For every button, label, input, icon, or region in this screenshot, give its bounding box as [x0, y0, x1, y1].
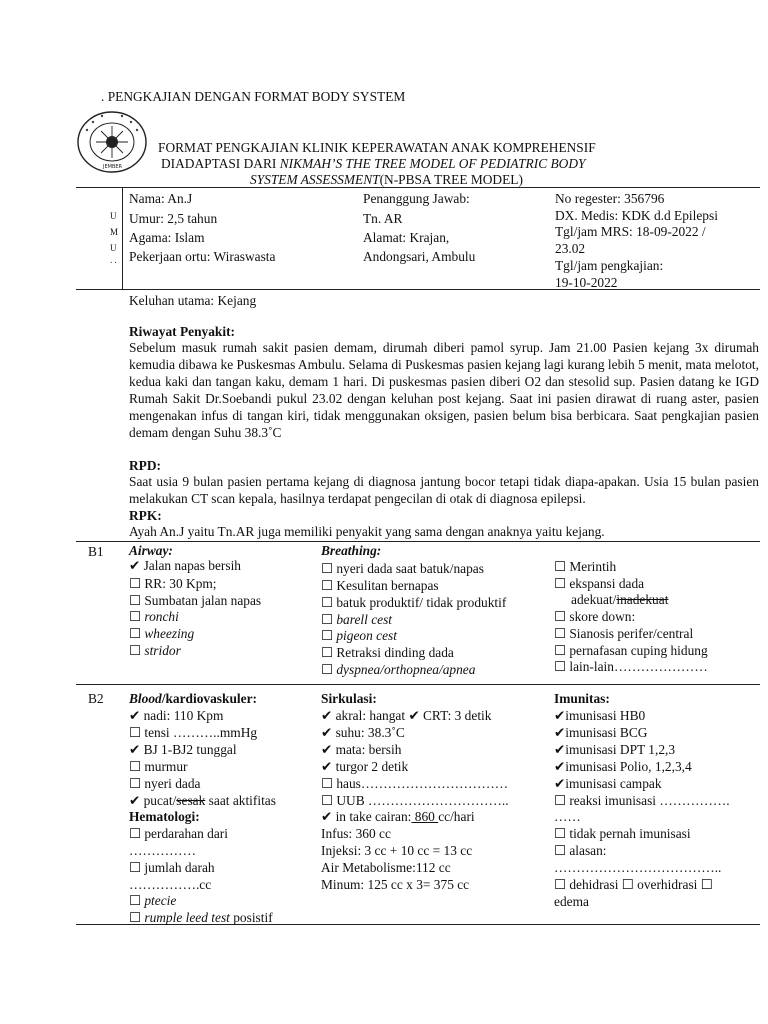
airway-item — [129, 608, 179, 625]
chief-complaint: Keluhan utama: Kejang — [129, 293, 257, 308]
admission-date: Tgl/jam MRS: 18-09-2022 / — [555, 224, 706, 239]
parent-occupation: Pekerjaan ortu: Wiraswasta — [129, 249, 276, 264]
intake-label: ✔ in take cairan: — [321, 809, 412, 824]
rumple-leed-text: rumple leed test — [144, 910, 230, 925]
b1-col3-item — [571, 591, 668, 608]
university-logo — [75, 110, 150, 175]
b2-label: B2 — [88, 691, 104, 706]
title-line3-italic: SYSTEM ASSESSMENT — [250, 172, 380, 187]
breathing-item: ☐ Kesulitan bernapas — [321, 578, 439, 593]
rpk-text: Ayah An.J yaitu Tn.AR juga memiliki penyakit yang sama dengan anaknya yaitu kejang. — [129, 524, 605, 539]
breathing-item — [321, 661, 475, 678]
inadekuat-struck: inadekuat — [616, 592, 669, 607]
hematologi-item: …………….cc — [129, 877, 212, 892]
side-letter: U — [110, 243, 117, 253]
checkbox-glyph: ☐ — [321, 612, 337, 627]
identity-bottom-border — [76, 289, 760, 290]
sirkulasi-item: Injeksi: 3 cc + 10 cc = 13 cc — [321, 843, 473, 858]
posistif-text: posistif — [229, 910, 273, 925]
history-text: Sebelum masuk rumah sakit pasien demam, dirumah diberi pamol syrup. Jam 21.00 Pasien kejang 3x dirumah kemudia dibawa ke Puskesmas Ambulu. Selama di Puskesmas pasien kejang lagi kurang lebih 5 menit, mata melotot, kedua kaki dan tangan kaku, demam 1 hari. Di puskesmas pasien diberi O2 dan stesolid sup. Pasien datang ke IGD Rumah Sakit Dr.Soebandi pukul 23.02 dengan keluhan post kejang. Saat ini pasien dirawat di ruang aster, pasien mengenakan infus di tangan kiri, tidak menggunakan oksigen, pasien belum bisa berbicara. Saat pengkajian pasien demam dengan Suhu 38.3˚C — [129, 340, 759, 440]
assessment-date-label: Tgl/jam pengkajian: — [555, 258, 664, 273]
blood-item: ☐ tensi ………..mmHg — [129, 725, 258, 740]
airway-stridor: stridor — [144, 643, 181, 658]
title-line3-plain: (N-PBSA TREE MODEL) — [379, 172, 523, 187]
breathing-dyspnea: dyspnea/orthopnea/apnea — [336, 662, 476, 677]
imunitas-item: ☐ alasan: — [554, 843, 607, 858]
imunitas-item: edema — [554, 894, 589, 909]
blood-item: ☐ nyeri dada — [129, 776, 201, 791]
imunitas-item: …… — [554, 809, 581, 824]
address-line2: Andongsari, Ambulu — [363, 249, 476, 264]
assessment-date: 19-10-2022 — [555, 275, 618, 290]
airway-item: ☐ RR: 30 Kpm; — [129, 576, 217, 591]
form-title-line1: FORMAT PENGKAJIAN KLINIK KEPERAWATAN ANAK KOMPREHENSIF — [158, 140, 596, 155]
hematologi-item — [129, 892, 176, 909]
patient-religion: Agama: Islam — [129, 230, 205, 245]
sirkulasi-item: ☐ UUB ………………………….. — [321, 793, 509, 808]
patient-name: Nama: An.J — [129, 191, 193, 206]
identity-left-divider — [122, 187, 123, 289]
sirkulasi-heading: Sirkulasi: — [321, 691, 377, 706]
b1-col3-item: ☐ pernafasan cuping hidung — [554, 643, 708, 658]
checkbox-glyph: ☐ — [129, 893, 145, 908]
form-title-line2 — [161, 155, 585, 172]
hematologi-item: …………… — [129, 843, 196, 858]
intake-unit: cc/hari — [438, 809, 475, 824]
hematologi-heading: Hematologi: — [129, 809, 200, 824]
guardian-label: Penanggung Jawab: — [363, 191, 470, 206]
breathing-item: ☐ nyeri dada saat batuk/napas — [321, 561, 484, 576]
blood-item: ☐ murmur — [129, 759, 188, 774]
sesak-struck: sesak — [176, 793, 206, 808]
breathing-item — [321, 611, 392, 628]
sirkulasi-item — [321, 808, 475, 825]
svg-text:JEMBER: JEMBER — [103, 164, 123, 170]
hematologi-item: ☐ jumlah darah — [129, 860, 215, 875]
imunitas-item: ✔imunisasi DPT 1,2,3 — [554, 742, 676, 757]
imunitas-item: ✔imunisasi Polio, 1,2,3,4 — [554, 759, 692, 774]
airway-heading: Airway: — [129, 543, 173, 558]
side-letter: . . — [110, 255, 117, 265]
checkbox-glyph: ☐ — [129, 626, 145, 641]
breathing-pigeon: pigeon cest — [336, 628, 397, 643]
hematologi-item: ☐ perdarahan dari — [129, 826, 228, 841]
rpd-text: Saat usia 9 bulan pasien pertama kejang di diagnosa jantung bocor tetapi tidak diapa-apakan. Usia 15 bulan pasien melakukan CT scan kepala, hasilnya terdapat pengecilan di otak di diagnosa epilepsi. — [129, 474, 759, 506]
guardian-name: Tn. AR — [363, 211, 403, 226]
imunitas-heading: Imunitas: — [554, 691, 610, 706]
blood-item: ✔ nadi: 110 Kpm — [129, 708, 224, 723]
side-letter: U — [110, 211, 117, 221]
blood-item: ✔ BJ 1-BJ2 tunggal — [129, 742, 237, 757]
side-letter: M — [110, 227, 119, 237]
blood-heading — [129, 690, 257, 707]
medical-diagnosis: DX. Medis: KDK d.d Epilepsi — [555, 208, 718, 223]
intake-value: 860 — [411, 809, 439, 824]
blood-heading-plain: /kardiovaskuler: — [161, 691, 257, 706]
airway-ronchi: ronchi — [144, 609, 179, 624]
sirkulasi-item: ✔ akral: hangat ✔ CRT: 3 detik — [321, 708, 492, 723]
airway-wheezing: wheezing — [144, 626, 195, 641]
sirkulasi-item: ✔ turgor 2 detik — [321, 759, 409, 774]
checkbox-glyph: ☐ — [129, 910, 145, 925]
history-heading: Riwayat Penyakit: — [129, 324, 236, 339]
adekuat-text: adekuat/ — [571, 592, 617, 607]
table-top-border — [76, 187, 760, 188]
imunitas-item: ☐ tidak pernah imunisasi — [554, 826, 691, 841]
checkbox-glyph: ☐ — [321, 628, 337, 643]
form-title-line3 — [250, 171, 523, 188]
b1-col3-item: ☐ ekspansi dada — [554, 576, 645, 591]
imunitas-item: ✔imunisasi campak — [554, 776, 662, 791]
airway-item — [129, 642, 181, 659]
breathing-item: ☐ Retraksi dinding dada — [321, 645, 454, 660]
title-line2-plain: DIADAPTASI DARI — [161, 156, 280, 171]
breathing-heading: Breathing: — [321, 543, 382, 558]
admission-time: 23.02 — [555, 241, 586, 256]
imunitas-item: ……………………………….. — [554, 860, 722, 875]
breathing-barell: barell cest — [336, 612, 393, 627]
b1-col3-item: ☐ skore down: — [554, 609, 636, 624]
rpd-heading: RPD: — [129, 458, 161, 473]
sirkulasi-item: Minum: 125 cc x 3= 375 cc — [321, 877, 470, 892]
b1-col3-item: ☐ Merintih — [554, 559, 617, 574]
imunitas-item: ✔imunisasi BCG — [554, 725, 648, 740]
imunitas-item: ☐ reaksi imunisasi ……………. — [554, 793, 730, 808]
pucat-text: ✔ pucat/ — [129, 793, 177, 808]
sirkulasi-item: ✔ suhu: 38.3˚C — [321, 725, 405, 740]
logo-seal-icon — [75, 110, 150, 175]
imunitas-item: ☐ dehidrasi ☐ overhidrasi ☐ — [554, 877, 713, 892]
aktifitas-text: saat aktifitas — [205, 793, 276, 808]
imunitas-item: ✔imunisasi HB0 — [554, 708, 646, 723]
b1-bottom-border — [76, 684, 760, 685]
address-line1: Alamat: Krajan, — [363, 230, 450, 245]
patient-age: Umur: 2,5 tahun — [129, 211, 218, 226]
blood-item — [129, 792, 276, 809]
sirkulasi-item: ☐ haus…………………………… — [321, 776, 509, 791]
b1-col3-item: ☐ lain-lain………………… — [554, 659, 708, 674]
airway-item — [129, 625, 194, 642]
breathing-item: ☐ batuk produktif/ tidak produktif — [321, 595, 507, 610]
rpk-heading: RPK: — [129, 508, 162, 523]
sirkulasi-item: Infus: 360 cc — [321, 826, 391, 841]
sirkulasi-item: ✔ mata: bersih — [321, 742, 402, 757]
register-number: No regester: 356796 — [555, 191, 665, 206]
blood-heading-italic: Blood — [129, 691, 162, 706]
airway-item: ☐ Sumbatan jalan napas — [129, 593, 262, 608]
history-bottom-border — [76, 541, 760, 542]
b1-label: B1 — [88, 544, 104, 559]
b1-col3-item: ☐ Sianosis perifer/central — [554, 626, 694, 641]
checkbox-glyph: ☐ — [129, 643, 145, 658]
breathing-item — [321, 627, 397, 644]
checkbox-glyph: ☐ — [321, 662, 337, 677]
hematologi-item — [129, 909, 273, 926]
title-line2-italic: NIKMAH’S THE TREE MODEL OF PEDIATRIC BODY — [279, 156, 586, 171]
sirkulasi-item: Air Metabolisme:112 cc — [321, 860, 451, 875]
checkbox-glyph: ☐ — [129, 609, 145, 624]
ptecie-text: ptecie — [144, 893, 177, 908]
airway-item: ✔ Jalan napas bersih — [129, 558, 241, 573]
section-heading: . PENGKAJIAN DENGAN FORMAT BODY SYSTEM — [101, 89, 406, 104]
